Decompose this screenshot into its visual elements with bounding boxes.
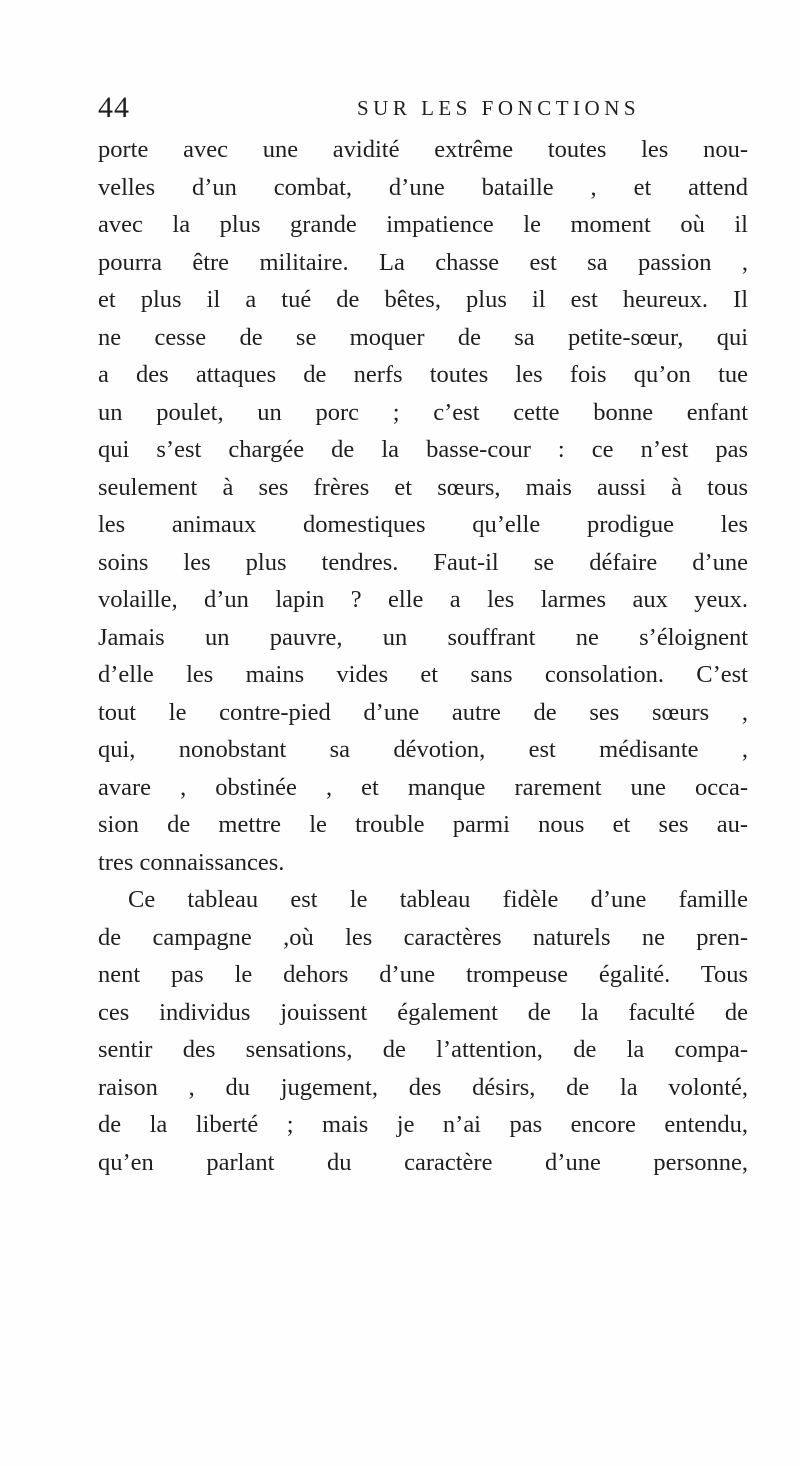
text-line: ces individus jouissent également de la faculté de <box>98 998 748 1026</box>
text-line: d’elle les mains vides et sans consolation. C’est <box>98 661 748 688</box>
text-line: raison , du jugement, des désirs, de la volonté, <box>98 1073 748 1101</box>
text-line: sion de mettre le trouble parmi nous et ses au- <box>98 811 748 838</box>
text-line: qui, nonobstant sa dévotion, est médisante , <box>98 736 748 763</box>
text-line: Jamais un pauvre, un souffrant ne s’éloignent <box>98 623 748 651</box>
text-line: porte avec une avidité extrême toutes les nou- <box>98 136 748 163</box>
text-line: qui s’est chargée de la basse-cour : ce n’est pas <box>98 436 748 463</box>
paragraph-end-line: tres connaissances. <box>98 848 285 876</box>
text-line: tout le contre-pied d’une autre de ses sœurs , <box>98 698 748 726</box>
text-line: qu’en parlant du caractère d’une personne, <box>98 1148 748 1176</box>
running-title: SUR LES FONCTIONS <box>357 96 641 120</box>
text-line: pourra être militaire. La chasse est sa passion , <box>98 248 748 276</box>
text-line: ne cesse de se moquer de sa petite-sœur, qui <box>98 323 748 351</box>
text-line: a des attaques de nerfs toutes les fois qu’on tue <box>98 361 748 388</box>
text-line: sentir des sensations, de l’attention, de la compa- <box>98 1036 748 1063</box>
text-line: de campagne ,où les caractères naturels ne pren- <box>98 923 748 951</box>
text-line: soins les plus tendres. Faut-il se défaire d’une <box>98 548 748 576</box>
running-header <box>98 88 748 128</box>
text-line: les animaux domestiques qu’elle prodigue les <box>98 511 748 538</box>
text-line: velles d’un combat, d’une bataille , et attend <box>98 173 748 201</box>
text-line: avec la plus grande impatience le moment où il <box>98 211 748 238</box>
text-line: volaille, d’un lapin ? elle a les larmes aux yeux. <box>98 586 748 613</box>
text-line: nent pas le dehors d’une trompeuse égalité. Tous <box>98 961 748 988</box>
body-text <box>98 131 748 1181</box>
text-line: un poulet, un porc ; c’est cette bonne enfant <box>98 398 748 426</box>
text-line: et plus il a tué de bêtes, plus il est heureux. Il <box>98 286 748 313</box>
text-line: de la liberté ; mais je n’ai pas encore entendu, <box>98 1111 748 1138</box>
text-line: seulement à ses frères et sœurs, mais aussi à tous <box>98 473 748 501</box>
paragraph-start-line: Ce tableau est le tableau fidèle d’une famille <box>128 886 748 913</box>
page-number: 44 <box>98 91 130 124</box>
text-line: avare , obstinée , et manque rarement une occa- <box>98 773 748 801</box>
